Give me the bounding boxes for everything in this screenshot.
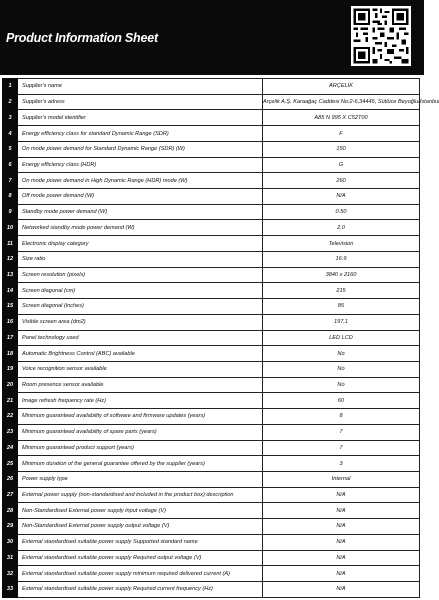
table-row bbox=[3, 189, 420, 205]
row-number: 27 bbox=[3, 487, 18, 503]
row-label: Minimum guaranteed availability of software and firmware updates (years) bbox=[18, 409, 263, 425]
table-row bbox=[3, 267, 420, 283]
table-row bbox=[3, 471, 420, 487]
table-row bbox=[3, 236, 420, 252]
row-value: 60 bbox=[263, 393, 420, 409]
row-number: 32 bbox=[3, 566, 18, 582]
row-value: LED LCD bbox=[263, 330, 420, 346]
row-value: 7 bbox=[263, 440, 420, 456]
row-value: N/A bbox=[263, 566, 420, 582]
row-value: No bbox=[263, 377, 420, 393]
row-value: 16:9 bbox=[263, 251, 420, 267]
row-label: Standby mode power demand (W) bbox=[18, 204, 263, 220]
row-label: On mode power demand for Standard Dynamic Range (SDR) (W) bbox=[18, 141, 263, 157]
row-label: Size ratio bbox=[18, 251, 263, 267]
row-label: Automatic Brightness Control (ABC) available bbox=[18, 346, 263, 362]
row-number: 22 bbox=[3, 409, 18, 425]
row-label: External power supply (non-standardised and included in the product box) description bbox=[18, 487, 263, 503]
row-value: 7 bbox=[263, 424, 420, 440]
row-number: 20 bbox=[3, 377, 18, 393]
page-title: Product Information Sheet bbox=[6, 31, 158, 45]
row-value: N/A bbox=[263, 189, 420, 205]
row-label: Supplier's adress bbox=[18, 94, 263, 110]
row-value: 215 bbox=[263, 283, 420, 299]
table-row bbox=[3, 550, 420, 566]
row-value: 197,1 bbox=[263, 314, 420, 330]
row-number: 9 bbox=[3, 204, 18, 220]
table-row bbox=[3, 534, 420, 550]
row-number: 3 bbox=[3, 110, 18, 126]
row-number: 21 bbox=[3, 393, 18, 409]
table-row bbox=[3, 110, 420, 126]
table-row bbox=[3, 94, 420, 110]
row-number: 15 bbox=[3, 299, 18, 315]
table-row bbox=[3, 582, 420, 598]
table-row bbox=[3, 126, 420, 142]
row-label: Screen resolution (pixels) bbox=[18, 267, 263, 283]
row-label: Off mode power demand (W) bbox=[18, 189, 263, 205]
product-info-table bbox=[2, 78, 439, 598]
row-label: Power supply type bbox=[18, 471, 263, 487]
table-row bbox=[3, 456, 420, 472]
row-value: 150 bbox=[263, 141, 420, 157]
row-label: Supplier's name bbox=[18, 79, 263, 95]
row-value: G bbox=[263, 157, 420, 173]
table-row bbox=[3, 361, 420, 377]
row-label: External standardised suitable power supply Supported standard name bbox=[18, 534, 263, 550]
header-bar bbox=[0, 0, 424, 75]
row-value: Internal bbox=[263, 471, 420, 487]
table-row bbox=[3, 330, 420, 346]
row-label: Supplier's model identifier bbox=[18, 110, 263, 126]
row-number: 11 bbox=[3, 236, 18, 252]
row-number: 23 bbox=[3, 424, 18, 440]
row-number: 28 bbox=[3, 503, 18, 519]
table-row bbox=[3, 299, 420, 315]
row-value: 2.0 bbox=[263, 220, 420, 236]
row-number: 12 bbox=[3, 251, 18, 267]
row-label: Screen diagonal (cm) bbox=[18, 283, 263, 299]
table-row bbox=[3, 424, 420, 440]
table-row bbox=[3, 566, 420, 582]
row-label: Minimum duration of the general guarantee offered by the supplier (years) bbox=[18, 456, 263, 472]
row-number: 30 bbox=[3, 534, 18, 550]
row-label: Energy efficiency class for standard Dynamic Range (SDR) bbox=[18, 126, 263, 142]
row-number: 26 bbox=[3, 471, 18, 487]
row-label: External standardised suitable power supply Required output voltage (V) bbox=[18, 550, 263, 566]
row-number: 18 bbox=[3, 346, 18, 362]
row-label: Networked standby mode power demand (W) bbox=[18, 220, 263, 236]
table-row bbox=[3, 393, 420, 409]
row-value: 3840 x 2160 bbox=[263, 267, 420, 283]
row-number: 24 bbox=[3, 440, 18, 456]
row-label: Voice recognition sensor available bbox=[18, 361, 263, 377]
row-number: 14 bbox=[3, 283, 18, 299]
row-label: Minimum guaranteed product support (years) bbox=[18, 440, 263, 456]
row-label: Screen diagonal (inches) bbox=[18, 299, 263, 315]
row-number: 13 bbox=[3, 267, 18, 283]
row-label: On mode power demand in High Dynamic Range (HDR) mode (W) bbox=[18, 173, 263, 189]
row-label: External standardised suitable power supply Required current frequency (Hz) bbox=[18, 582, 263, 598]
table-row bbox=[3, 346, 420, 362]
row-number: 16 bbox=[3, 314, 18, 330]
row-value: ARÇELİK bbox=[263, 79, 420, 95]
product-info-rows bbox=[3, 79, 439, 598]
row-value: No bbox=[263, 361, 420, 377]
qr-code-icon bbox=[351, 6, 411, 66]
table-row bbox=[3, 251, 420, 267]
table-row bbox=[3, 487, 420, 503]
row-label: Non-Standardised External power supply output voltage (V) bbox=[18, 519, 263, 535]
row-label: Electronic display category bbox=[18, 236, 263, 252]
row-number: 8 bbox=[3, 189, 18, 205]
table-row bbox=[3, 220, 420, 236]
row-value: 260 bbox=[263, 173, 420, 189]
table-row bbox=[3, 141, 420, 157]
table-row bbox=[3, 157, 420, 173]
row-value: N/A bbox=[263, 519, 420, 535]
row-number: 5 bbox=[3, 141, 18, 157]
row-value: 0.50 bbox=[263, 204, 420, 220]
row-label: External standardised suitable power supply minimum required delivered current (A) bbox=[18, 566, 263, 582]
row-value: 3 bbox=[263, 456, 420, 472]
row-number: 33 bbox=[3, 582, 18, 598]
table-row bbox=[3, 377, 420, 393]
table-row bbox=[3, 519, 420, 535]
table-row bbox=[3, 79, 420, 95]
table-row bbox=[3, 283, 420, 299]
row-value: N/A bbox=[263, 534, 420, 550]
table-row bbox=[3, 173, 420, 189]
row-value: N/A bbox=[263, 550, 420, 566]
row-number: 10 bbox=[3, 220, 18, 236]
row-number: 19 bbox=[3, 361, 18, 377]
row-value: 8 bbox=[263, 409, 420, 425]
row-number: 17 bbox=[3, 330, 18, 346]
row-value: N/A bbox=[263, 582, 420, 598]
table-row bbox=[3, 204, 420, 220]
row-label: Visible screen area (dm2) bbox=[18, 314, 263, 330]
row-number: 25 bbox=[3, 456, 18, 472]
row-label: Minimum guaranteed availability of spare parts (years) bbox=[18, 424, 263, 440]
row-number: 4 bbox=[3, 126, 18, 142]
row-label: Non-Standardised External power supply input voltage (V) bbox=[18, 503, 263, 519]
row-value: N/A bbox=[263, 487, 420, 503]
row-value: 85 bbox=[263, 299, 420, 315]
row-label: Room presence sensor available bbox=[18, 377, 263, 393]
row-number: 31 bbox=[3, 550, 18, 566]
row-number: 29 bbox=[3, 519, 18, 535]
table-row bbox=[3, 440, 420, 456]
row-label: Energy efficiency class (HDR) bbox=[18, 157, 263, 173]
row-value: No bbox=[263, 346, 420, 362]
table-row bbox=[3, 503, 420, 519]
row-number: 1 bbox=[3, 79, 18, 95]
row-value: N/A bbox=[263, 503, 420, 519]
row-value: F bbox=[263, 126, 420, 142]
row-value: Arçelik A.Ş. Karaağaç Caddesi No:2-6,34445, Sütlüce Beyoğlu/İstanbul bbox=[263, 94, 420, 110]
row-label: Panel technology used bbox=[18, 330, 263, 346]
table-row bbox=[3, 314, 420, 330]
row-number: 6 bbox=[3, 157, 18, 173]
row-label: Image refresh frequency rate (Hz) bbox=[18, 393, 263, 409]
table-row bbox=[3, 409, 420, 425]
row-number: 7 bbox=[3, 173, 18, 189]
row-number: 2 bbox=[3, 94, 18, 110]
row-value: A85 N 995 X C52T00 bbox=[263, 110, 420, 126]
qr-code-icon-graphic bbox=[351, 6, 411, 66]
row-value: Television bbox=[263, 236, 420, 252]
